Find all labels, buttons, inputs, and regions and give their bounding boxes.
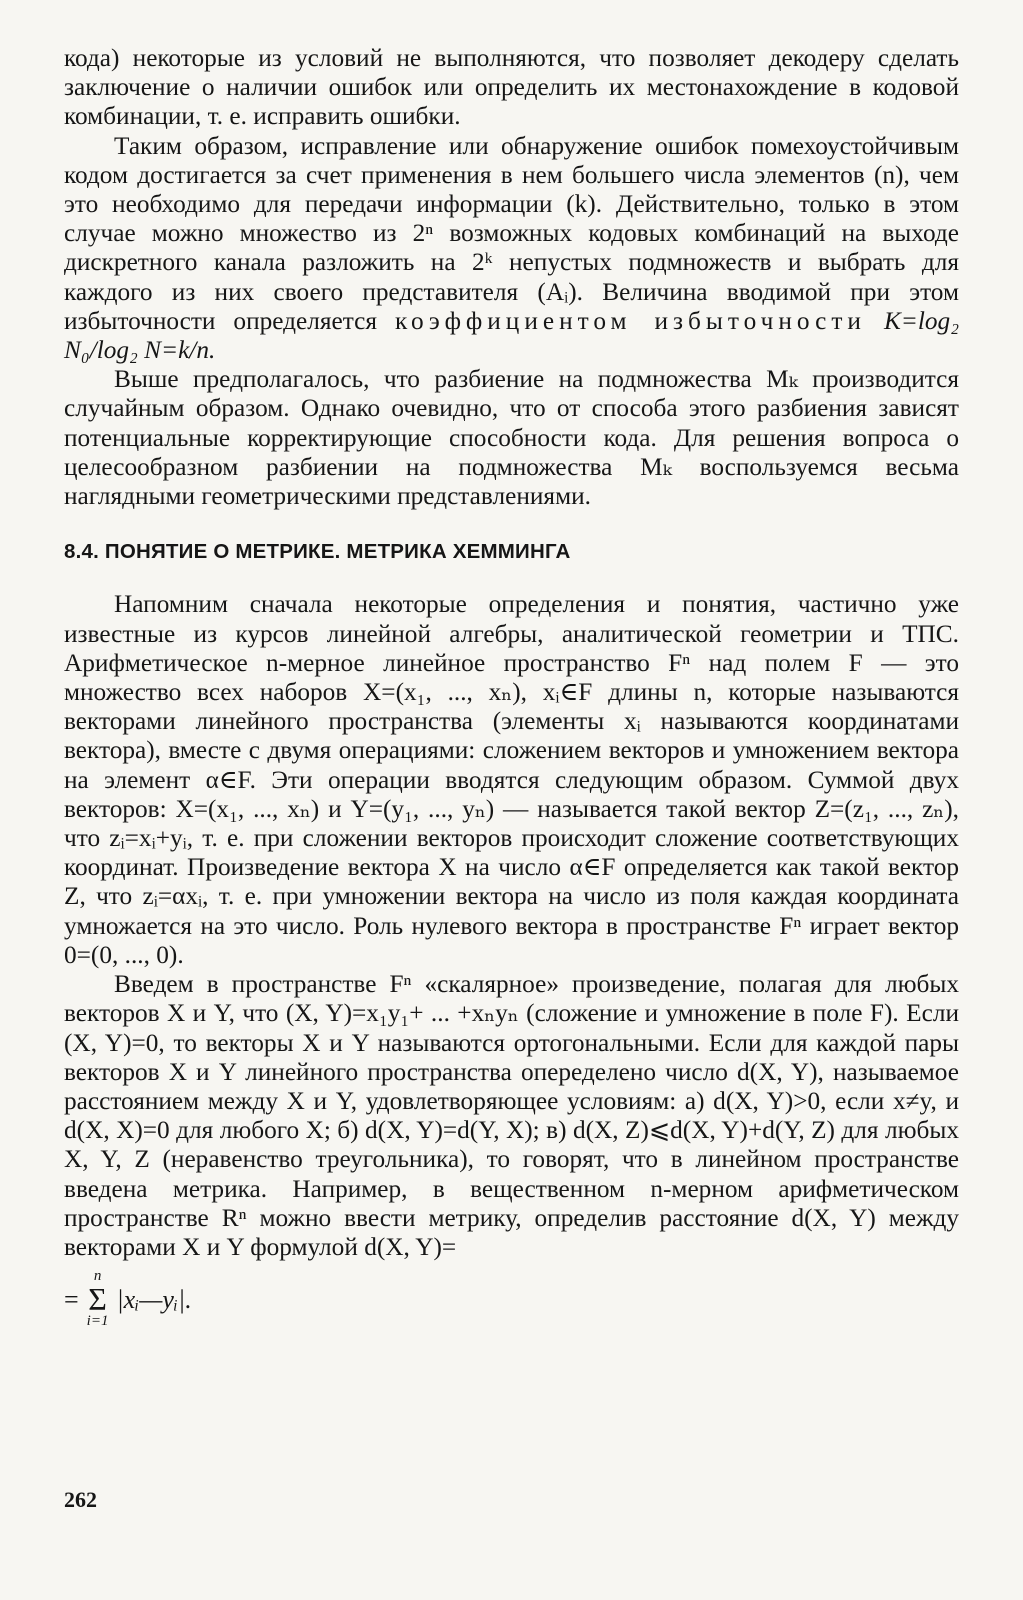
section-heading: 8.4. ПОНЯТИЕ О МЕТРИКЕ. МЕТРИКА ХЕММИНГА — [64, 540, 571, 564]
redundancy-formula: K=log₂ N₀/log₂ N=k/n. — [64, 306, 960, 365]
sum-lower-limit: i=1 — [86, 1313, 109, 1330]
paragraph-metric: Введем в пространстве Fⁿ «скалярное» произведение, полагая для любых векторов X и Y, что (X, Y)=x₁y₁+ ... +xₙyₙ (сложение и умножение в поле F). Если (X, Y)=0, то векторы X и Y называются ортогональными. Если для каждой пары векторов X и Y линейного пространства опеределено число d(X, Y), называемое расстоянием между X и Y, удовлетворяющее условиям: а) d(X, Y)>0, если x≠y, и d(X, X)=0 для любого X; б) d(X, Y)=d(Y, X); в) d(X, Z)⩽d(X, Y)+d(Y, Z) для любых X, Y, Z (неравенство треугольника), то говорят, что в линейном пространстве введена метрика. Например, в вещественном n-мерном арифметическом пространстве Rⁿ можно ввести метрику, определив расстояние d(X, Y) между векторами X и Y формулой d(X, Y)= — [64, 970, 959, 1261]
paragraph-continuation: кода) некоторые из условий не выполняются, что позволяет декодеру сделать заключение о наличии ошибок или определить их местонахождение в кодовой комбинации, т. е. исправить ошибки. — [64, 44, 959, 131]
section-body — [64, 590, 959, 1262]
formula-body: |xᵢ—yᵢ|. — [116, 1284, 192, 1314]
paragraph-redundancy-text: Таким образом, исправление или обнаружение ошибок помехоустойчивым кодом достигается за счет применения в нем большего числа элементов (n), чем это необходимо для передачи информации (k). Действительно, только в этом случае можно множество из 2ⁿ возможных кодовых комбинаций на выходе дискретного канала разложить на 2ᵏ непустых подмножеств и выбрать для каждого из них своего представителя (Aᵢ). Величина вводимой при этом избыточности определяется — [64, 131, 959, 335]
page-text — [64, 44, 959, 1330]
paragraph-definitions: Напомним сначала некоторые определения и понятия, частично уже известные из курсов линейной алгебры, аналитической геометрии и ТПС. Арифметическое n-мерное линейное пространство Fⁿ над полем F — это множество всех наборов X=(x₁, ..., xₙ), xᵢ∈F длины n, которые называются векторами линейного пространства (элементы xᵢ называются координатами вектора), вместе с двумя операциями: сложением векторов и умножением вектора на элемент α∈F. Эти операции вводятся следующим образом. Суммой двух векторов: X=(x₁, ..., xₙ) и Y=(y₁, ..., yₙ) — называется такой вектор Z=(z₁, ..., zₙ), что zᵢ=xᵢ+yᵢ, т. е. при сложении векторов происходит сложение соответствующих координат. Произведение вектора X на число α∈F определяется как такой вектор Z, что zᵢ=αxᵢ, т. е. при умножении вектора на число из поля каждая координата умножается на это число. Роль нулевого вектора в пространстве Fⁿ играет вектор 0=(0, ..., 0). — [64, 590, 959, 969]
paragraph-redundancy — [64, 132, 959, 366]
sum-upper-limit: n — [93, 1267, 102, 1284]
paragraph-partition: Выше предполагалось, что разбиение на подмножества Mₖ производится случайным образом. Однако очевидно, что от способа этого разбиения зависят потенциальные корректирующие способности кода. Для решения вопроса о целесообразном разбиении на подмножества Mₖ воспользуемся весьма наглядными геометрическими представлениями. — [64, 365, 959, 511]
term-coefficient: коэффициентом избыточности — [394, 306, 866, 335]
formula-equals: = — [64, 1284, 79, 1314]
page-number: 262 — [64, 1487, 97, 1512]
sigma-symbol: Σ — [88, 1280, 107, 1317]
summation — [87, 1269, 109, 1329]
metric-formula — [64, 1268, 959, 1330]
